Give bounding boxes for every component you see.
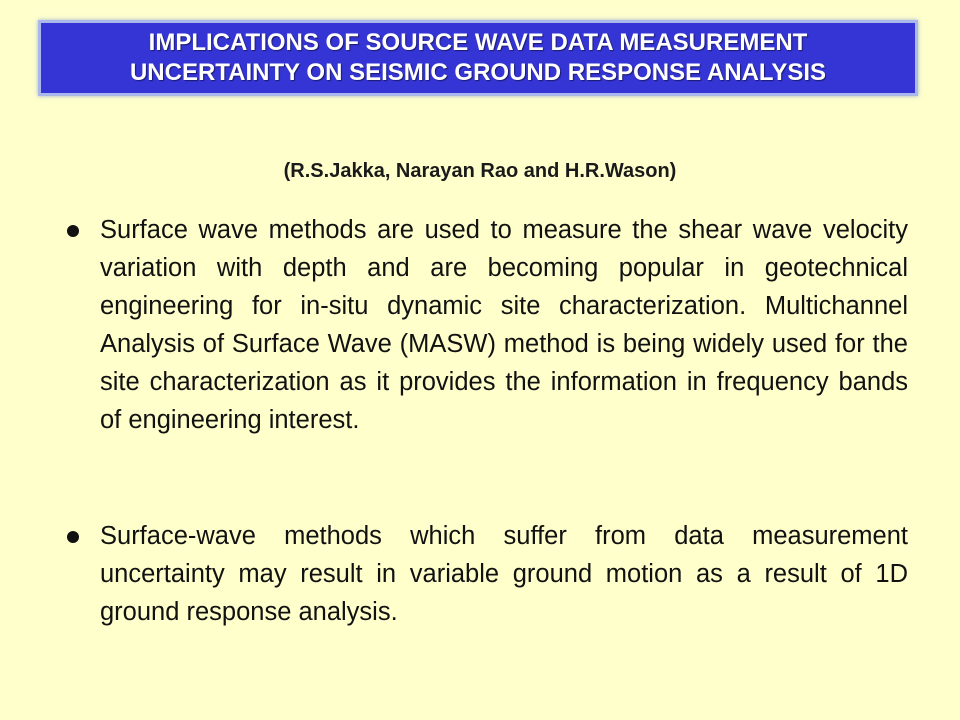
bullet-item-1 <box>60 211 908 439</box>
bullet-item-2 <box>60 517 908 631</box>
bullet-icon <box>67 225 79 237</box>
bullet-text-1: Surface wave methods are used to measure the shear wave velocity variation with depth and are becoming popular in geotechnical engineering for in-situ dynamic site characterization. Multichannel Analysis of Surface Wave (MASW) method is being widely used for the site characterization as it provides the information in frequency bands of engineering interest. <box>100 216 908 434</box>
title-banner <box>38 20 918 96</box>
title-line-1: IMPLICATIONS OF SOURCE WAVE DATA MEASUREMENT <box>148 29 808 56</box>
bullet-text-2: Surface-wave methods which suffer from data measurement uncertainty may result in variable ground motion as a result of 1D ground response analysis. <box>100 522 908 626</box>
title-line-2: UNCERTAINTY ON SEISMIC GROUND RESPONSE ANALYSIS <box>129 59 827 86</box>
bullet-icon <box>67 531 79 543</box>
authors-line: (R.S.Jakka, Narayan Rao and H.R.Wason) <box>283 160 677 182</box>
